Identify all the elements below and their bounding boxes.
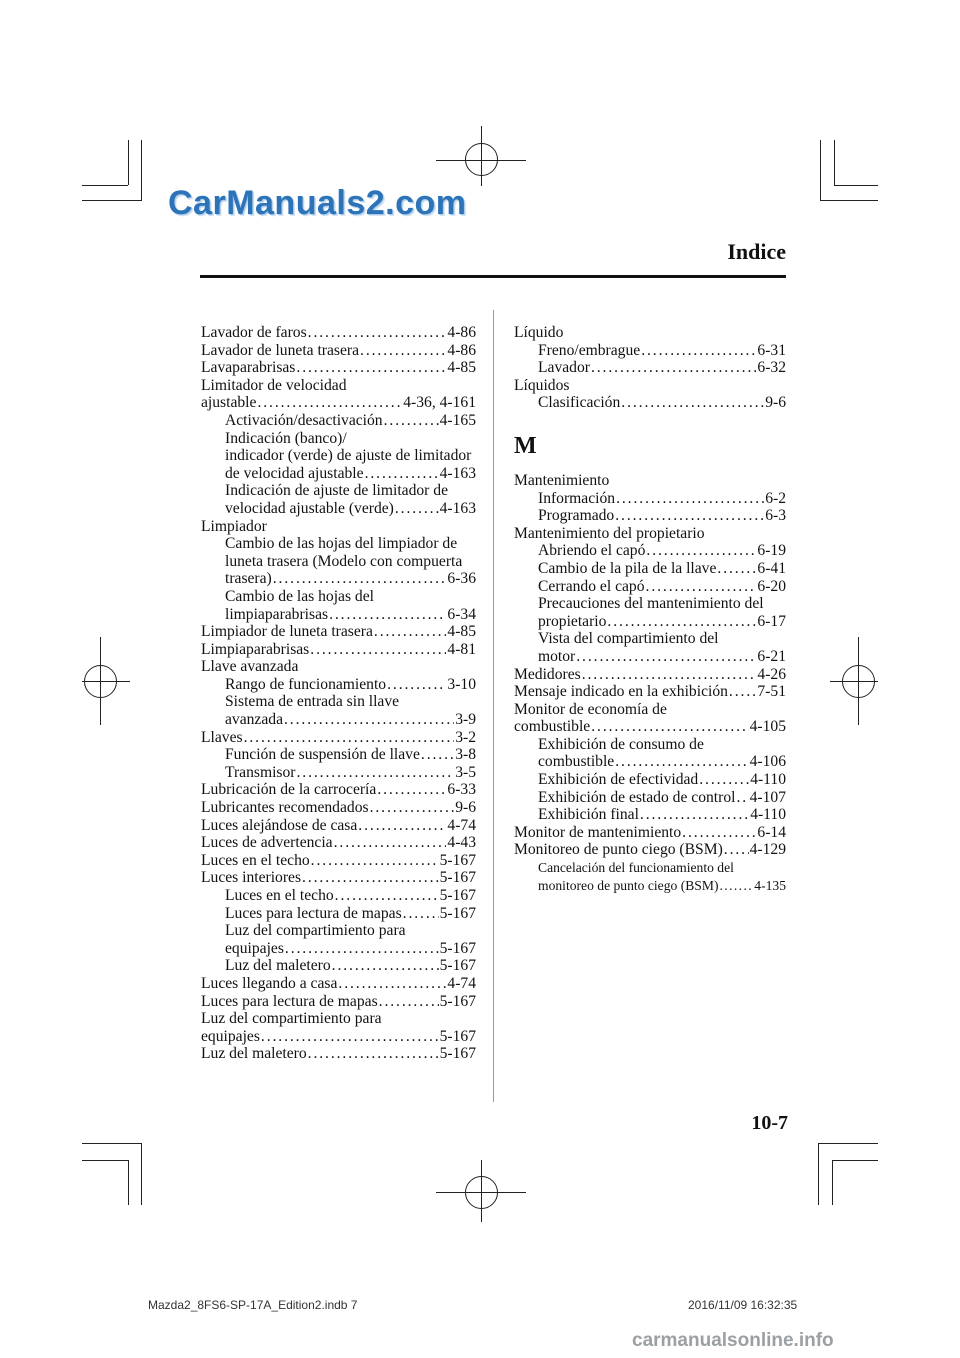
dot-leader [358,817,446,835]
index-entry-page: 4-74 [447,816,476,834]
index-entry-page: 6-2 [765,489,786,507]
index-entry [201,711,476,729]
index-entry [514,771,786,789]
index-entry-text: equipajes [201,1027,260,1045]
index-entry-text: Programado [538,507,615,525]
index-entry-page: 4-135 [754,877,786,893]
index-entry [201,975,476,993]
index-entry-text: de velocidad ajustable [225,464,364,482]
index-entry [514,877,786,895]
index-entry [514,630,786,648]
index-entry-page: 4-129 [749,841,786,859]
index-entry-page: 6-17 [757,612,786,630]
dot-leader [682,824,756,842]
index-entry [201,324,476,342]
dot-leader [421,746,454,764]
index-entry [201,342,476,360]
index-entry [201,465,476,483]
index-entry-text: Limpiador [201,517,267,535]
index-entry-text: avanzada [225,711,283,729]
index-entry [201,957,476,975]
index-entry-text: Luces de advertencia [201,834,333,852]
index-entry [201,993,476,1011]
index-entry-text: Medidores [514,665,581,683]
index-entry-text: combustible [538,753,615,771]
dot-leader [379,993,439,1011]
dot-leader [365,465,439,483]
index-entry-text: Luces alejándose de casa [201,816,358,834]
dot-leader [360,342,446,360]
index-entry-text: Cambio de las hojas del limpiador de [225,535,458,553]
index-entry-page: 4-85 [447,359,476,377]
index-entry-page: 5-167 [439,957,476,975]
dot-leader [729,683,756,701]
dot-leader [640,806,749,824]
index-entry [201,641,476,659]
index-left-column [201,324,476,1063]
index-entry [201,377,476,395]
index-entry-text: Monitoreo de punto ciego (BSM) [514,841,723,859]
dot-leader [370,799,455,817]
index-entry [201,834,476,852]
index-entry-text: Líquidos [514,376,570,394]
index-entry [514,578,786,596]
index-entry-page: 6-21 [757,647,786,665]
index-entry [201,817,476,835]
dot-leader [591,718,748,736]
index-entry-text: Luz del compartimiento para [225,922,406,940]
index-entry [201,781,476,799]
footer-timestamp: 2016/11/09 16:32:35 [688,1298,798,1312]
index-entry-text: Indicación de ajuste de limitador de [225,482,448,500]
index-entry-text: Monitor de economía de [514,700,667,718]
index-entry-page: 4-110 [750,771,786,789]
index-entry-text: luneta trasera (Modelo con compuerta [225,552,463,570]
index-entry-page: 4-165 [439,411,476,429]
index-entry-text: Luces interiores [201,869,302,887]
index-entry-page: 6-34 [447,605,476,623]
index-entry-page: 6-32 [757,359,786,377]
index-entry-page: 4-110 [750,806,786,824]
index-entry [514,789,786,807]
index-entry-text: Lavador de luneta trasera [201,341,360,359]
index-entry-page: 4-107 [749,788,786,806]
index-entry-text: Rango de funcionamiento [225,675,387,693]
index-entry-text: velocidad ajustable (verde) [225,499,394,517]
index-entry [514,560,786,578]
index-entry-text: Sistema de entrada sin llave [225,693,400,711]
index-entry [201,746,476,764]
index-entry [201,922,476,940]
watermark-logo: CarManuals2.com [168,184,467,222]
watermark-footer: carmanualsonline.info [632,1330,834,1351]
index-entry [201,764,476,782]
index-entry-page: 5-167 [439,939,476,957]
index-entry-text: Monitor de mantenimiento [514,823,682,841]
dot-leader [335,887,439,905]
index-entry [514,377,786,395]
index-entry-text: Llaves [201,728,243,746]
index-entry-text: indicador (verde) de ajuste de limitador [225,447,472,465]
index-entry-text: Mantenimiento del propietario [514,524,705,542]
index-entry-page: 3-8 [455,746,476,764]
dot-leader [310,641,446,659]
index-entry-page: 5-167 [439,904,476,922]
index-entry-text: Abriendo el capó [538,542,646,560]
index-entry [201,447,476,465]
dot-leader [403,905,439,923]
index-group-m [514,472,786,894]
index-entry-text: Precauciones del mantenimiento del [538,595,764,613]
index-entry-page: 3-9 [455,711,476,729]
letter-heading: M [514,432,537,459]
index-entry-page: 6-41 [757,559,786,577]
dot-leader [646,542,756,560]
dot-leader [257,394,402,412]
index-entry [514,472,786,490]
index-entry [514,718,786,736]
index-entry [201,518,476,536]
index-entry-page: 4-74 [447,974,476,992]
index-group-l [514,324,786,412]
index-entry [201,553,476,571]
index-entry-page: 5-167 [439,887,476,904]
index-entry-text: Limitador de velocidad [201,376,347,394]
index-entry [514,542,786,560]
index-entry [201,623,476,641]
index-entry-text: Indicación (banco)/ [225,429,347,447]
dot-leader [616,490,764,508]
index-entry-page: 6-36 [447,570,476,588]
dot-leader [338,975,446,993]
section-title: Indice [727,239,786,264]
index-entry-page: 6-19 [757,542,786,560]
index-entry [201,482,476,500]
index-entry [201,535,476,553]
index-right-column [514,324,786,894]
index-entry [514,324,786,342]
index-entry [201,412,476,430]
dot-leader [724,841,749,859]
index-entry-page: 4-43 [447,834,476,852]
index-entry-page: 6-33 [447,781,476,799]
dot-leader [615,753,748,771]
index-entry-text: Exhibición final [538,806,639,824]
index-entry [514,595,786,613]
index-entry-text: combustible [514,718,591,736]
index-entry-text: Luces para lectura de mapas [225,904,402,922]
index-entry [201,940,476,958]
index-entry [201,852,476,870]
index-entry-text: Luces en el techo [225,887,334,904]
index-entry-text: Luces en el techo [201,851,310,869]
index-entry [201,359,476,377]
index-entry [514,394,786,412]
index-entry-text: Freno/embrague [538,341,641,359]
index-entry-page: 5-167 [439,1045,476,1063]
index-entry-page: 5-167 [439,1027,476,1045]
index-entry [514,753,786,771]
index-entry-text: Transmisor [225,763,296,781]
index-entry-text: Luz del compartimiento para [201,1010,382,1028]
index-entry-page: 5-167 [439,869,476,887]
index-entry-text: Clasificación [538,394,621,412]
dot-leader [591,359,756,377]
index-entry [201,693,476,711]
index-entry [201,570,476,588]
index-entry-text: Luces para lectura de mapas [201,992,378,1010]
index-entry [201,887,476,905]
dot-leader [308,324,447,342]
index-entry-page: 5-167 [439,992,476,1010]
dot-leader [308,1045,439,1063]
index-entry-page: 4-163 [439,464,476,482]
index-entry [201,1010,476,1028]
index-entry [514,490,786,508]
index-entry [514,507,786,525]
dot-leader [296,764,454,782]
dot-leader [285,940,439,958]
index-entry-text: Lubricación de la carrocería [201,781,377,799]
index-entry [201,500,476,518]
index-entry [201,606,476,624]
index-entry-text: Luz del maletero [225,957,331,975]
dot-leader [621,394,764,412]
index-entry-page: 9-6 [455,799,476,817]
index-entry [514,648,786,666]
index-entry [201,869,476,887]
dot-leader [296,359,446,377]
index-entry-text: Activación/desactivación [225,411,383,429]
dot-leader [576,648,756,666]
index-entry-text: Mantenimiento [514,471,610,489]
index-entry [201,799,476,817]
page-number: 10-7 [751,1112,788,1134]
index-entry-page: 4-86 [447,324,476,341]
index-entry-text: Cerrando el capó [538,577,645,595]
index-entry-page: 4-36, 4-161 [403,394,476,412]
index-entry-page: 4-26 [757,665,786,683]
dot-leader [387,676,446,694]
dot-leader [311,852,439,870]
index-entry-text: equipajes [225,939,284,957]
index-entry-page: 9-6 [765,394,786,412]
dot-leader [374,623,447,641]
dot-leader [334,834,447,852]
dot-leader [615,507,764,525]
dot-leader [284,711,454,729]
index-entry [514,806,786,824]
index-entry [201,1028,476,1046]
dot-leader [329,606,446,624]
index-entry [514,841,786,859]
index-entry [514,701,786,719]
index-entry-page: 4-85 [447,623,476,641]
index-entry-text: Cancelación del funcionamiento del [538,860,734,876]
index-entry-text: Líquido [514,324,564,341]
index-entry [514,736,786,754]
index-entry [514,342,786,360]
dot-leader [384,412,439,430]
index-entry-text: propietario [538,612,607,630]
dot-leader [273,570,447,588]
index-entry-text: Luz del maletero [201,1045,307,1063]
dot-leader [719,877,753,895]
index-entry-text: Limpiador de luneta trasera [201,623,373,641]
index-entry-text: Mensaje indicado en la exhibición [514,683,728,701]
index-entry-text: Cambio de la pila de la llave [538,559,717,577]
column-divider [493,310,494,1102]
dot-leader [377,781,446,799]
dot-leader [395,500,439,518]
index-entry-page: 4-81 [447,640,476,658]
index-entry-page: 6-31 [757,341,786,359]
index-entry [514,683,786,701]
dot-leader [641,342,756,360]
index-entry-page: 6-20 [757,577,786,595]
index-entry [514,525,786,543]
dot-leader [736,789,748,807]
index-entry-text: Vista del compartimiento del [538,630,719,648]
index-entry-page: 5-167 [439,851,476,869]
index-entry-page: 4-163 [439,499,476,517]
index-entry-page: 6-3 [765,507,786,525]
dot-leader [261,1028,439,1046]
index-entry-text: ajustable [201,394,257,412]
index-entry [514,859,786,877]
index-entry-text: Lavador [538,359,590,377]
index-entry-page: 4-106 [749,753,786,771]
dot-leader [607,613,756,631]
index-entry-page: 4-105 [749,718,786,736]
index-entry-text: Limpiaparabrisas [201,640,310,658]
index-entry-text: Llave avanzada [201,658,299,676]
index-entry [201,1045,476,1063]
index-entry-page: 3-5 [455,763,476,781]
index-entry-text: Función de suspensión de llave [225,746,420,764]
index-entry-text: Lubricantes recomendados [201,799,369,817]
dot-leader [244,729,455,747]
index-entry [201,588,476,606]
dot-leader [646,578,757,596]
index-entry-text: trasera) [225,570,272,588]
header-rule [200,275,786,278]
dot-leader [302,869,439,887]
index-entry [201,430,476,448]
index-entry [514,824,786,842]
index-entry-text: Información [538,489,616,507]
index-entry [514,613,786,631]
index-entry-text: Exhibición de efectividad [538,771,699,789]
dot-leader [332,957,439,975]
dot-leader [582,666,757,684]
index-entry [201,676,476,694]
index-entry-text: Lavador de faros [201,324,307,341]
index-entry-text: Cambio de las hojas del [225,587,374,605]
index-entry-page: 3-10 [447,675,476,693]
index-entry [201,905,476,923]
index-entry-text: Lavaparabrisas [201,359,296,377]
dot-leader [699,771,749,789]
index-entry [514,666,786,684]
index-entry-page: 3-2 [455,728,476,746]
index-entry-page: 7-51 [757,683,786,701]
index-entry-page: 4-86 [447,341,476,359]
index-entry-page: 6-14 [757,823,786,841]
index-entry-text: Exhibición de consumo de [538,735,704,753]
index-entry [201,729,476,747]
index-entry [514,359,786,377]
index-entry [201,658,476,676]
index-entry-text: motor [538,647,576,665]
footer-file-name: Mazda2_8FS6-SP-17A_Edition2.indb 7 [148,1298,358,1312]
index-entry [201,394,476,412]
index-entry-text: monitoreo de punto ciego (BSM) [538,877,719,893]
index-entry-text: Exhibición de estado de control [538,788,736,806]
dot-leader [717,560,756,578]
index-entry-text: Luces llegando a casa [201,974,338,992]
index-entry-text: limpiaparabrisas [225,605,329,623]
